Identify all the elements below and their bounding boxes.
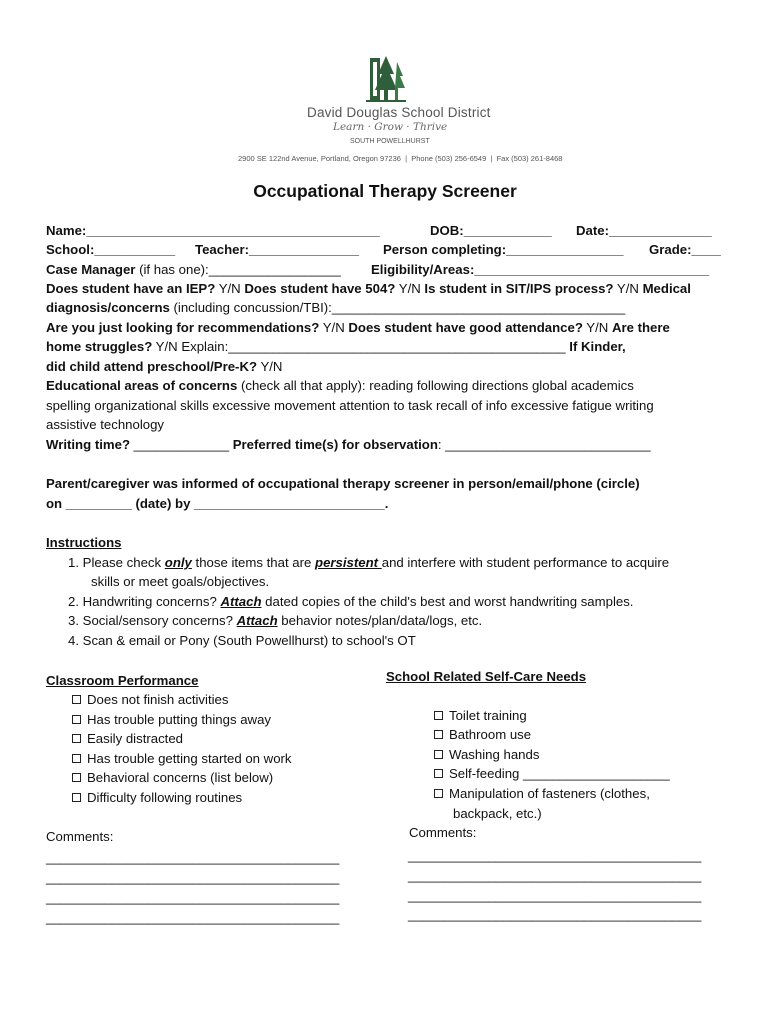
parent-line-2[interactable]: on _________ (date) by __________________________. — [46, 496, 389, 511]
dob-field[interactable]: ____________ — [463, 223, 552, 238]
tree-logo-icon — [364, 54, 408, 104]
person-label: Person completing: — [383, 242, 507, 257]
instruction-1-persistent: persistent — [315, 555, 382, 570]
row-eligibility — [371, 260, 709, 280]
row-iep — [46, 279, 691, 299]
writing-time-label: Writing time? — [46, 437, 131, 452]
name-label: Name: — [46, 223, 87, 238]
selfcare-item[interactable] — [434, 764, 670, 784]
instruction-1-line2: skills or meet goals/objectives. — [91, 574, 270, 589]
instruction-2 — [68, 592, 633, 612]
classroom-item-label: Behavioral concerns (list below) — [87, 770, 274, 785]
classroom-item[interactable] — [72, 768, 273, 788]
date-field[interactable]: ______________ — [608, 223, 712, 238]
row-home — [46, 337, 626, 357]
selfcare-item-label: Washing hands — [449, 747, 540, 762]
classroom-comment-line[interactable]: ________________________________________ — [46, 870, 340, 885]
checkbox-icon[interactable] — [434, 730, 443, 739]
selfcare-item-label: Manipulation of fasteners (clothes, — [449, 786, 650, 801]
row-recommendations — [46, 318, 670, 338]
row-case-manager — [46, 260, 341, 280]
row-diagnosis — [46, 298, 625, 318]
instruction-4: 4. Scan & email or Pony (South Powellhurst) to school's OT — [68, 633, 416, 648]
school-name: SOUTH POWELLHURST — [350, 138, 430, 145]
page-title: Occupational Therapy Screener — [253, 181, 517, 201]
home-explain-label: Y/N Explain: — [152, 339, 229, 354]
checkbox-icon[interactable] — [72, 754, 81, 763]
educational-label: Educational areas of concerns — [46, 378, 238, 393]
row-teacher — [195, 240, 359, 260]
instruction-3 — [68, 611, 482, 631]
504-yn[interactable]: Y/N — [395, 281, 425, 296]
selfcare-heading: School Related Self-Care Needs — [386, 669, 587, 684]
selfcare-comment-line[interactable]: ________________________________________ — [408, 907, 702, 922]
classroom-item-label: Has trouble putting things away — [87, 712, 272, 727]
instruction-1-post: and interfere with student performance to acquire — [381, 555, 670, 570]
selfcare-item[interactable] — [434, 706, 527, 726]
district-name: David Douglas School District — [307, 105, 491, 120]
checkbox-icon[interactable] — [434, 789, 443, 798]
school-label: School: — [46, 242, 95, 257]
instruction-1-pre: 1. Please check — [68, 555, 165, 570]
selfcare-comment-line[interactable]: ________________________________________ — [408, 848, 702, 863]
eligibility-field[interactable]: ________________________________ — [474, 262, 710, 277]
attendance-question: Does student have good attendance? — [348, 320, 583, 335]
selfcare-comments-label: Comments: — [409, 825, 477, 840]
home-question-start: Are there — [611, 320, 670, 335]
preschool-question: did child attend preschool/Pre-K? — [46, 359, 258, 374]
fax: Fax (503) 261-8468 — [496, 154, 563, 163]
row-preschool — [46, 357, 282, 377]
classroom-comment-line[interactable]: ________________________________________ — [46, 850, 340, 865]
dob-label: DOB: — [430, 223, 464, 238]
case-manager-field[interactable]: __________________ — [208, 262, 341, 277]
home-question: home struggles? — [46, 339, 153, 354]
504-question: Does student have 504? — [244, 281, 396, 296]
medical-label: Medical — [642, 281, 691, 296]
instruction-3-post: behavior notes/plan/data/logs, etc. — [277, 613, 483, 628]
case-manager-note: (if has one): — [135, 262, 209, 277]
selfcare-item[interactable] — [434, 725, 531, 745]
educational-options-3[interactable]: assistive technology — [46, 417, 165, 432]
classroom-item-label: Easily distracted — [87, 731, 184, 746]
selfcare-item[interactable] — [434, 745, 539, 765]
recommendations-yn[interactable]: Y/N — [319, 320, 349, 335]
district-tagline: Learn · Grow · Thrive — [333, 121, 448, 133]
address: 2900 SE 122nd Avenue, Portland, Oregon 97236 — [238, 154, 401, 163]
classroom-item[interactable] — [72, 710, 271, 730]
classroom-comment-line[interactable]: ________________________________________ — [46, 890, 340, 905]
selfcare-item-label: Self-feeding ____________________ — [449, 766, 670, 781]
row-grade — [649, 240, 721, 260]
instruction-3-attach: Attach — [236, 613, 278, 628]
row-educational — [46, 376, 634, 396]
school-field[interactable]: ___________ — [94, 242, 176, 257]
recommendations-question: Are you just looking for recommendations? — [46, 320, 320, 335]
classroom-item[interactable] — [72, 788, 242, 808]
selfcare-comment-line[interactable]: ________________________________________ — [408, 868, 702, 883]
row-name — [46, 221, 380, 241]
selfcare-item-5-line2: backpack, etc.) — [453, 806, 542, 821]
instruction-1-mid: those items that are — [191, 555, 316, 570]
teacher-field[interactable]: _______________ — [249, 242, 360, 257]
grade-label: Grade: — [649, 242, 692, 257]
educational-options-1[interactable]: (check all that apply): reading following directions global academics — [237, 378, 634, 393]
checkbox-icon[interactable] — [72, 734, 81, 743]
diagnosis-note: (including concussion/TBI): — [169, 300, 332, 315]
writing-time-field[interactable]: _____________ — [130, 437, 233, 452]
sit-yn[interactable]: Y/N — [613, 281, 643, 296]
instruction-1 — [68, 553, 669, 573]
classroom-item[interactable] — [72, 749, 292, 769]
row-person — [383, 240, 623, 260]
classroom-item[interactable] — [72, 690, 228, 710]
classroom-item[interactable] — [72, 729, 183, 749]
selfcare-item[interactable] — [434, 784, 650, 804]
sit-question: Is student in SIT/IPS process? — [424, 281, 614, 296]
person-field[interactable]: ________________ — [506, 242, 624, 257]
selfcare-item-label: Bathroom use — [449, 727, 532, 742]
diagnosis-label: diagnosis/concerns — [46, 300, 170, 315]
row-dob — [430, 221, 552, 241]
case-manager-label: Case Manager — [46, 262, 136, 277]
attendance-yn[interactable]: Y/N — [582, 320, 612, 335]
classroom-item-label: Difficulty following routines — [87, 790, 243, 805]
preferred-time-colon: : — [437, 437, 442, 452]
classroom-item-label: Does not finish activities — [87, 692, 229, 707]
selfcare-comment-line[interactable]: ________________________________________ — [408, 888, 702, 903]
checkbox-icon[interactable] — [72, 695, 81, 704]
classroom-comment-line[interactable]: ________________________________________ — [46, 910, 340, 925]
preschool-yn[interactable]: Y/N — [257, 359, 283, 374]
checkbox-icon[interactable] — [72, 793, 81, 802]
teacher-label: Teacher: — [195, 242, 249, 257]
iep-question: Does student have an IEP? — [46, 281, 216, 296]
phone: Phone (503) 256-6549 — [411, 154, 487, 163]
instruction-1-only: only — [164, 555, 192, 570]
home-explain-field[interactable]: ______________________________________________ — [228, 339, 566, 354]
checkbox-icon[interactable] — [434, 711, 443, 720]
instructions-heading: Instructions — [46, 535, 122, 550]
checkbox-icon[interactable] — [72, 715, 81, 724]
classroom-comments-label: Comments: — [46, 829, 114, 844]
instruction-2-attach: Attach — [220, 594, 262, 609]
instruction-2-post: dated copies of the child's best and worst handwriting samples. — [261, 594, 634, 609]
row-school — [46, 240, 175, 260]
checkbox-icon[interactable] — [434, 750, 443, 759]
row-date — [576, 221, 712, 241]
selfcare-item-label: Toilet training — [449, 708, 527, 723]
grade-field[interactable]: ____ — [691, 242, 721, 257]
date-label: Date: — [576, 223, 609, 238]
instruction-2-pre: 2. Handwriting concerns? — [68, 594, 221, 609]
checkbox-icon[interactable] — [72, 773, 81, 782]
instruction-3-pre: 3. Social/sensory concerns? — [68, 613, 237, 628]
classroom-item-label: Has trouble getting started on work — [87, 751, 292, 766]
row-writing-time — [46, 435, 651, 455]
preferred-time-label: Preferred time(s) for observation — [232, 437, 438, 452]
kinder-question: If Kinder, — [565, 339, 626, 354]
educational-options-2[interactable]: spelling organizational skills excessive movement attention to task recall of info excessive fatigue writing — [46, 398, 654, 413]
checkbox-icon[interactable] — [434, 769, 443, 778]
parent-line-1: Parent/caregiver was informed of occupational therapy screener in person/email/phone (circle) — [46, 476, 640, 491]
classroom-heading: Classroom Performance — [46, 673, 199, 688]
contact-line: 2900 SE 122nd Avenue, Portland, Oregon 97236 | Phone (503) 256-6549 | Fax (503) 261-8468 — [238, 154, 563, 163]
iep-yn[interactable]: Y/N — [215, 281, 245, 296]
name-field[interactable]: ________________________________________ — [86, 223, 380, 238]
diagnosis-field[interactable]: ________________________________________ — [331, 300, 626, 315]
eligibility-label: Eligibility/Areas: — [371, 262, 475, 277]
preferred-time-field[interactable]: ____________________________ — [441, 437, 651, 452]
